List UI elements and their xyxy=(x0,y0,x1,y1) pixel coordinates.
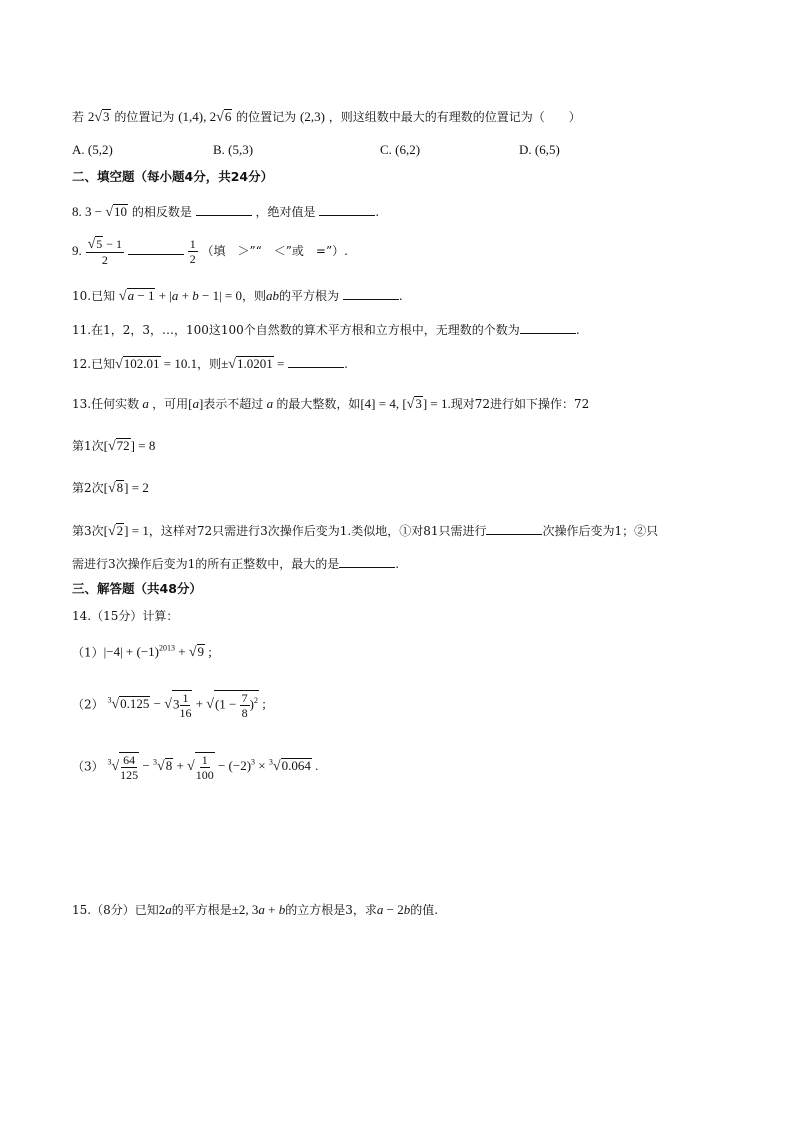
answer-blank[interactable] xyxy=(486,521,542,535)
q14-part-1: $(1)|-4| + (-1)^{2013} + √9$ ; xyxy=(72,644,212,661)
answer-blank[interactable] xyxy=(196,202,252,216)
answer-blank[interactable] xyxy=(520,320,576,334)
q13-stem: 13.任何实数 a ，可用[a]表示不超过 a 的最大整数，如[4] = 4, [√3] = 1.现对72进行如下操作：72 xyxy=(72,396,590,412)
answer-blank[interactable] xyxy=(339,554,395,568)
q13-step-2: 第2次[√8] = 2 xyxy=(72,480,149,496)
answer-blank[interactable] xyxy=(319,202,375,216)
q11: 11.在1，2，3，…，100这100个自然数的算术平方根和立方根中，无理数的个数为 . xyxy=(72,320,580,339)
q8: 8. 3 − √10 的相反数是 ，绝对值是 . xyxy=(72,204,380,220)
option-d[interactable]: D. (6,5) xyxy=(519,142,560,157)
option-a[interactable]: A. (5,2) xyxy=(72,142,113,157)
q15: 15.（8分）已知2a的平方根是±2, 3a + b的立方根是3，求a − 2b的值. xyxy=(72,902,439,917)
q14-part-2: （2） $^3$√0.125 − √3 $\frac{1}{16}$ + √(1 − $\frac{7}{8}$ )$^2$ ; xyxy=(72,691,266,720)
q7-stem: 若 2√3 的位置记为 (1,4), 2√6 的位置记为 (2,3) ，则这组数中最大的有理数的位置记为（ ） xyxy=(72,109,581,125)
q13-step-1: 第1次[√72] = 8 xyxy=(72,438,156,454)
option-b[interactable]: B. (5,3) xyxy=(213,142,254,157)
fraction: $\frac{1}{2}$ xyxy=(189,237,196,266)
q13-line-5: 需进行3次操作后变为1的所有正整数中，最大的是 . xyxy=(72,554,399,573)
q12: 12.已知√102.01 = 10.1，则±√1.0201 = . xyxy=(72,356,348,372)
section-2-heading: 二、填空题（每小题4分，共24分） xyxy=(72,169,274,184)
q14-title: 14.（15分）计算： xyxy=(72,609,179,623)
fraction: $\frac{√5 - 1}{2}$ xyxy=(87,237,123,267)
option-c[interactable]: C. (6,2) xyxy=(380,142,421,157)
q9: 9. $\frac{√5 - 1}{2}$ $\frac{1}{2}$ （填 ＞”“ ＜”或 =”）. xyxy=(72,237,348,267)
section-3-heading: 三、解答题（共48分） xyxy=(72,581,202,596)
answer-blank[interactable] xyxy=(343,286,399,300)
q10: 10.已知 √a − 1 + |a + b − 1| = 0，则ab的平方根为 . xyxy=(72,288,403,304)
answer-blank[interactable] xyxy=(128,241,184,255)
q14-part-3: （3） $^3$√ $\frac{64}{125}$ − $^3$√8 + √ $\frac{1}{100}$ − $(-2)^3 \times ^3√0.064$ . xyxy=(72,753,319,782)
q13-step-3: 第3次[√2] = 1，这样对72只需进行3次操作后变为1.类似地，①对81只需进行 次操作后变为1；②只 xyxy=(72,523,659,539)
answer-blank[interactable] xyxy=(288,354,344,368)
